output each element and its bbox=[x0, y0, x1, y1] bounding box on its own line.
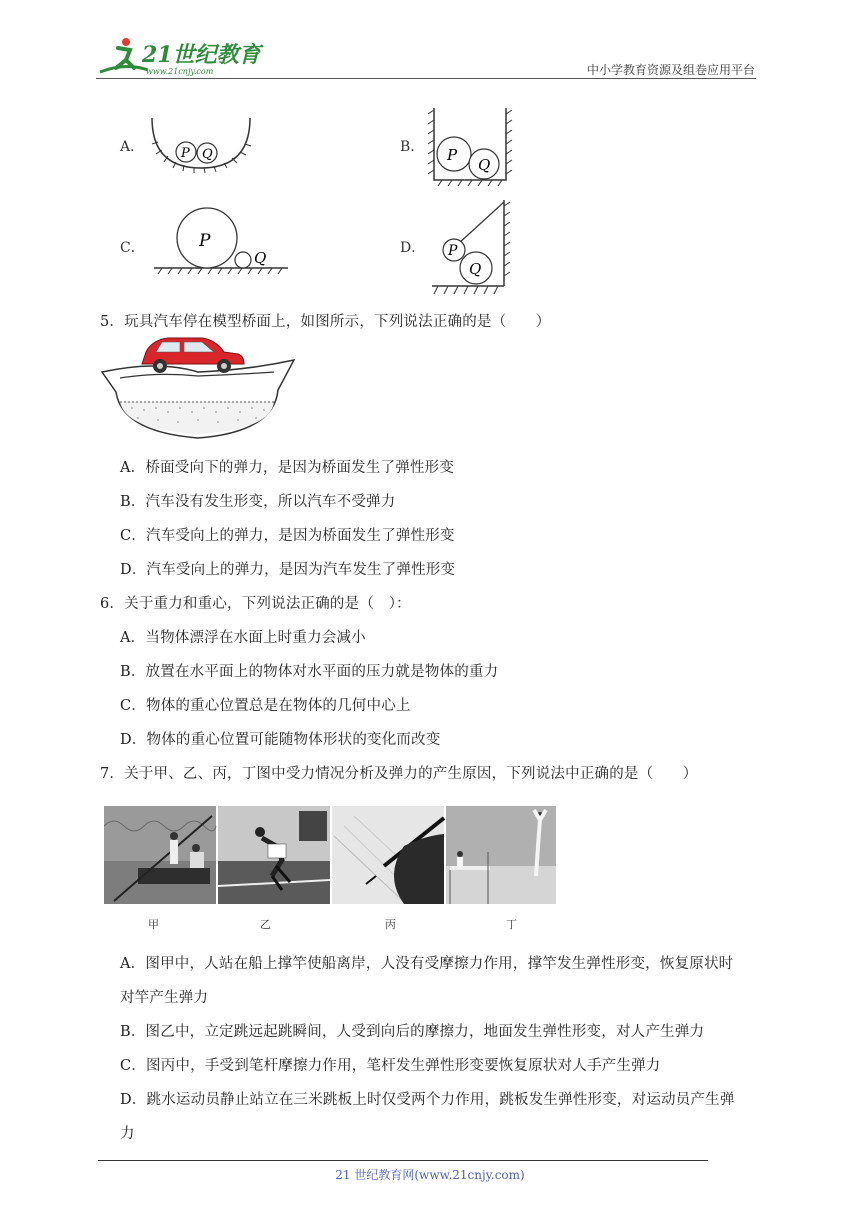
ball-p-label: P bbox=[181, 146, 190, 161]
q5-option-b: B．汽车没有发生形变，所以汽车不受弹力 bbox=[120, 494, 396, 510]
q7-photo-strip bbox=[104, 806, 556, 904]
ball-q-label: Q bbox=[478, 156, 491, 174]
q7-option-d-line2: 力 bbox=[120, 1126, 135, 1142]
footer-divider bbox=[98, 1160, 708, 1161]
q7-option-b: B．图乙中，立定跳远起跳瞬间，人受到向后的摩擦力，地面发生弹性形变，对人产生弹力 bbox=[120, 1024, 705, 1040]
q5-option-c: C．汽车受向上的弹力，是因为桥面发生了弹性形变 bbox=[120, 528, 455, 544]
q5-option-d: D．汽车受向上的弹力，是因为汽车发生了弹性形变 bbox=[120, 562, 456, 578]
ball-p-label: P bbox=[447, 146, 458, 164]
caption-jia: 甲 bbox=[148, 918, 159, 931]
q4-figure-d bbox=[428, 196, 518, 300]
q5-stem: 5．玩具汽车停在模型桥面上，如图所示，下列说法正确的是（ ） bbox=[100, 314, 551, 330]
q6-option-d: D．物体的重心位置可能随物体形状的变化而改变 bbox=[120, 732, 441, 748]
q6-option-c: C．物体的重心位置总是在物体的几何中心上 bbox=[120, 698, 411, 714]
ball-p-label: P bbox=[448, 243, 458, 259]
runner-icon bbox=[100, 38, 148, 72]
q4-option-a-label: A． bbox=[120, 139, 145, 155]
caption-yi: 乙 bbox=[260, 918, 271, 931]
q4-option-c-label: C． bbox=[120, 240, 145, 256]
q5-option-a: A．桥面受向下的弹力，是因为桥面发生了弹性形变 bbox=[120, 460, 455, 476]
ball-q-label: Q bbox=[254, 249, 267, 267]
site-logo bbox=[96, 34, 266, 78]
header-divider bbox=[96, 78, 756, 79]
q5-bridge-car-figure bbox=[98, 330, 298, 442]
q4-figure-b bbox=[428, 104, 514, 186]
ball-q-label: Q bbox=[469, 260, 482, 278]
q4-option-b-label: B． bbox=[400, 139, 425, 155]
q7-option-a-line2: 对竿产生弹力 bbox=[120, 990, 209, 1006]
q7-option-c: C．图丙中，手受到笔杆摩擦力作用，笔杆发生弹性形变要恢复原状对人手产生弹力 bbox=[120, 1058, 661, 1074]
photo-yi bbox=[218, 806, 330, 904]
q6-option-a: A．当物体漂浮在水面上时重力会减小 bbox=[120, 630, 366, 646]
logo-url-text: www.21cnjy.com bbox=[146, 67, 214, 76]
platform-name: 中小学教育资源及组卷应用平台 bbox=[586, 63, 755, 77]
q6-stem: 6．关于重力和重心，下列说法正确的是（ ）： bbox=[100, 596, 411, 612]
q4-figure-a bbox=[148, 112, 254, 174]
photo-jia bbox=[104, 806, 216, 904]
photo-ding bbox=[446, 806, 556, 904]
q7-option-a-line1: A．图甲中，人站在船上撑竿使船离岸，人没有受摩擦力作用，撑竿发生弹性形变，恢复原状时 bbox=[120, 956, 734, 972]
q4-figure-c bbox=[152, 204, 292, 280]
caption-bing: 丙 bbox=[385, 918, 396, 931]
caption-ding: 丁 bbox=[506, 918, 517, 931]
footer-link[interactable]: 21 世纪教育网(www.21cnjy.com) bbox=[335, 1168, 525, 1182]
ball-p-label: P bbox=[199, 231, 211, 251]
photo-bing bbox=[332, 806, 444, 904]
ball-q-label: Q bbox=[202, 147, 213, 162]
q7-stem: 7．关于甲、乙、丙，丁图中受力情况分析及弹力的产生原因，下列说法中正确的是（ ） bbox=[100, 766, 698, 782]
q4-option-d-label: D． bbox=[400, 240, 426, 256]
toy-car-icon bbox=[142, 338, 244, 373]
q6-option-b: B．放置在水平面上的物体对水平面的压力就是物体的重力 bbox=[120, 664, 499, 680]
q7-option-d-line1: D．跳水运动员静止站立在三米跳板上时仅受两个力作用，跳板发生弹性形变，对运动员产生弹 bbox=[120, 1092, 735, 1108]
logo-main-text: 21世纪教育 bbox=[142, 42, 261, 68]
